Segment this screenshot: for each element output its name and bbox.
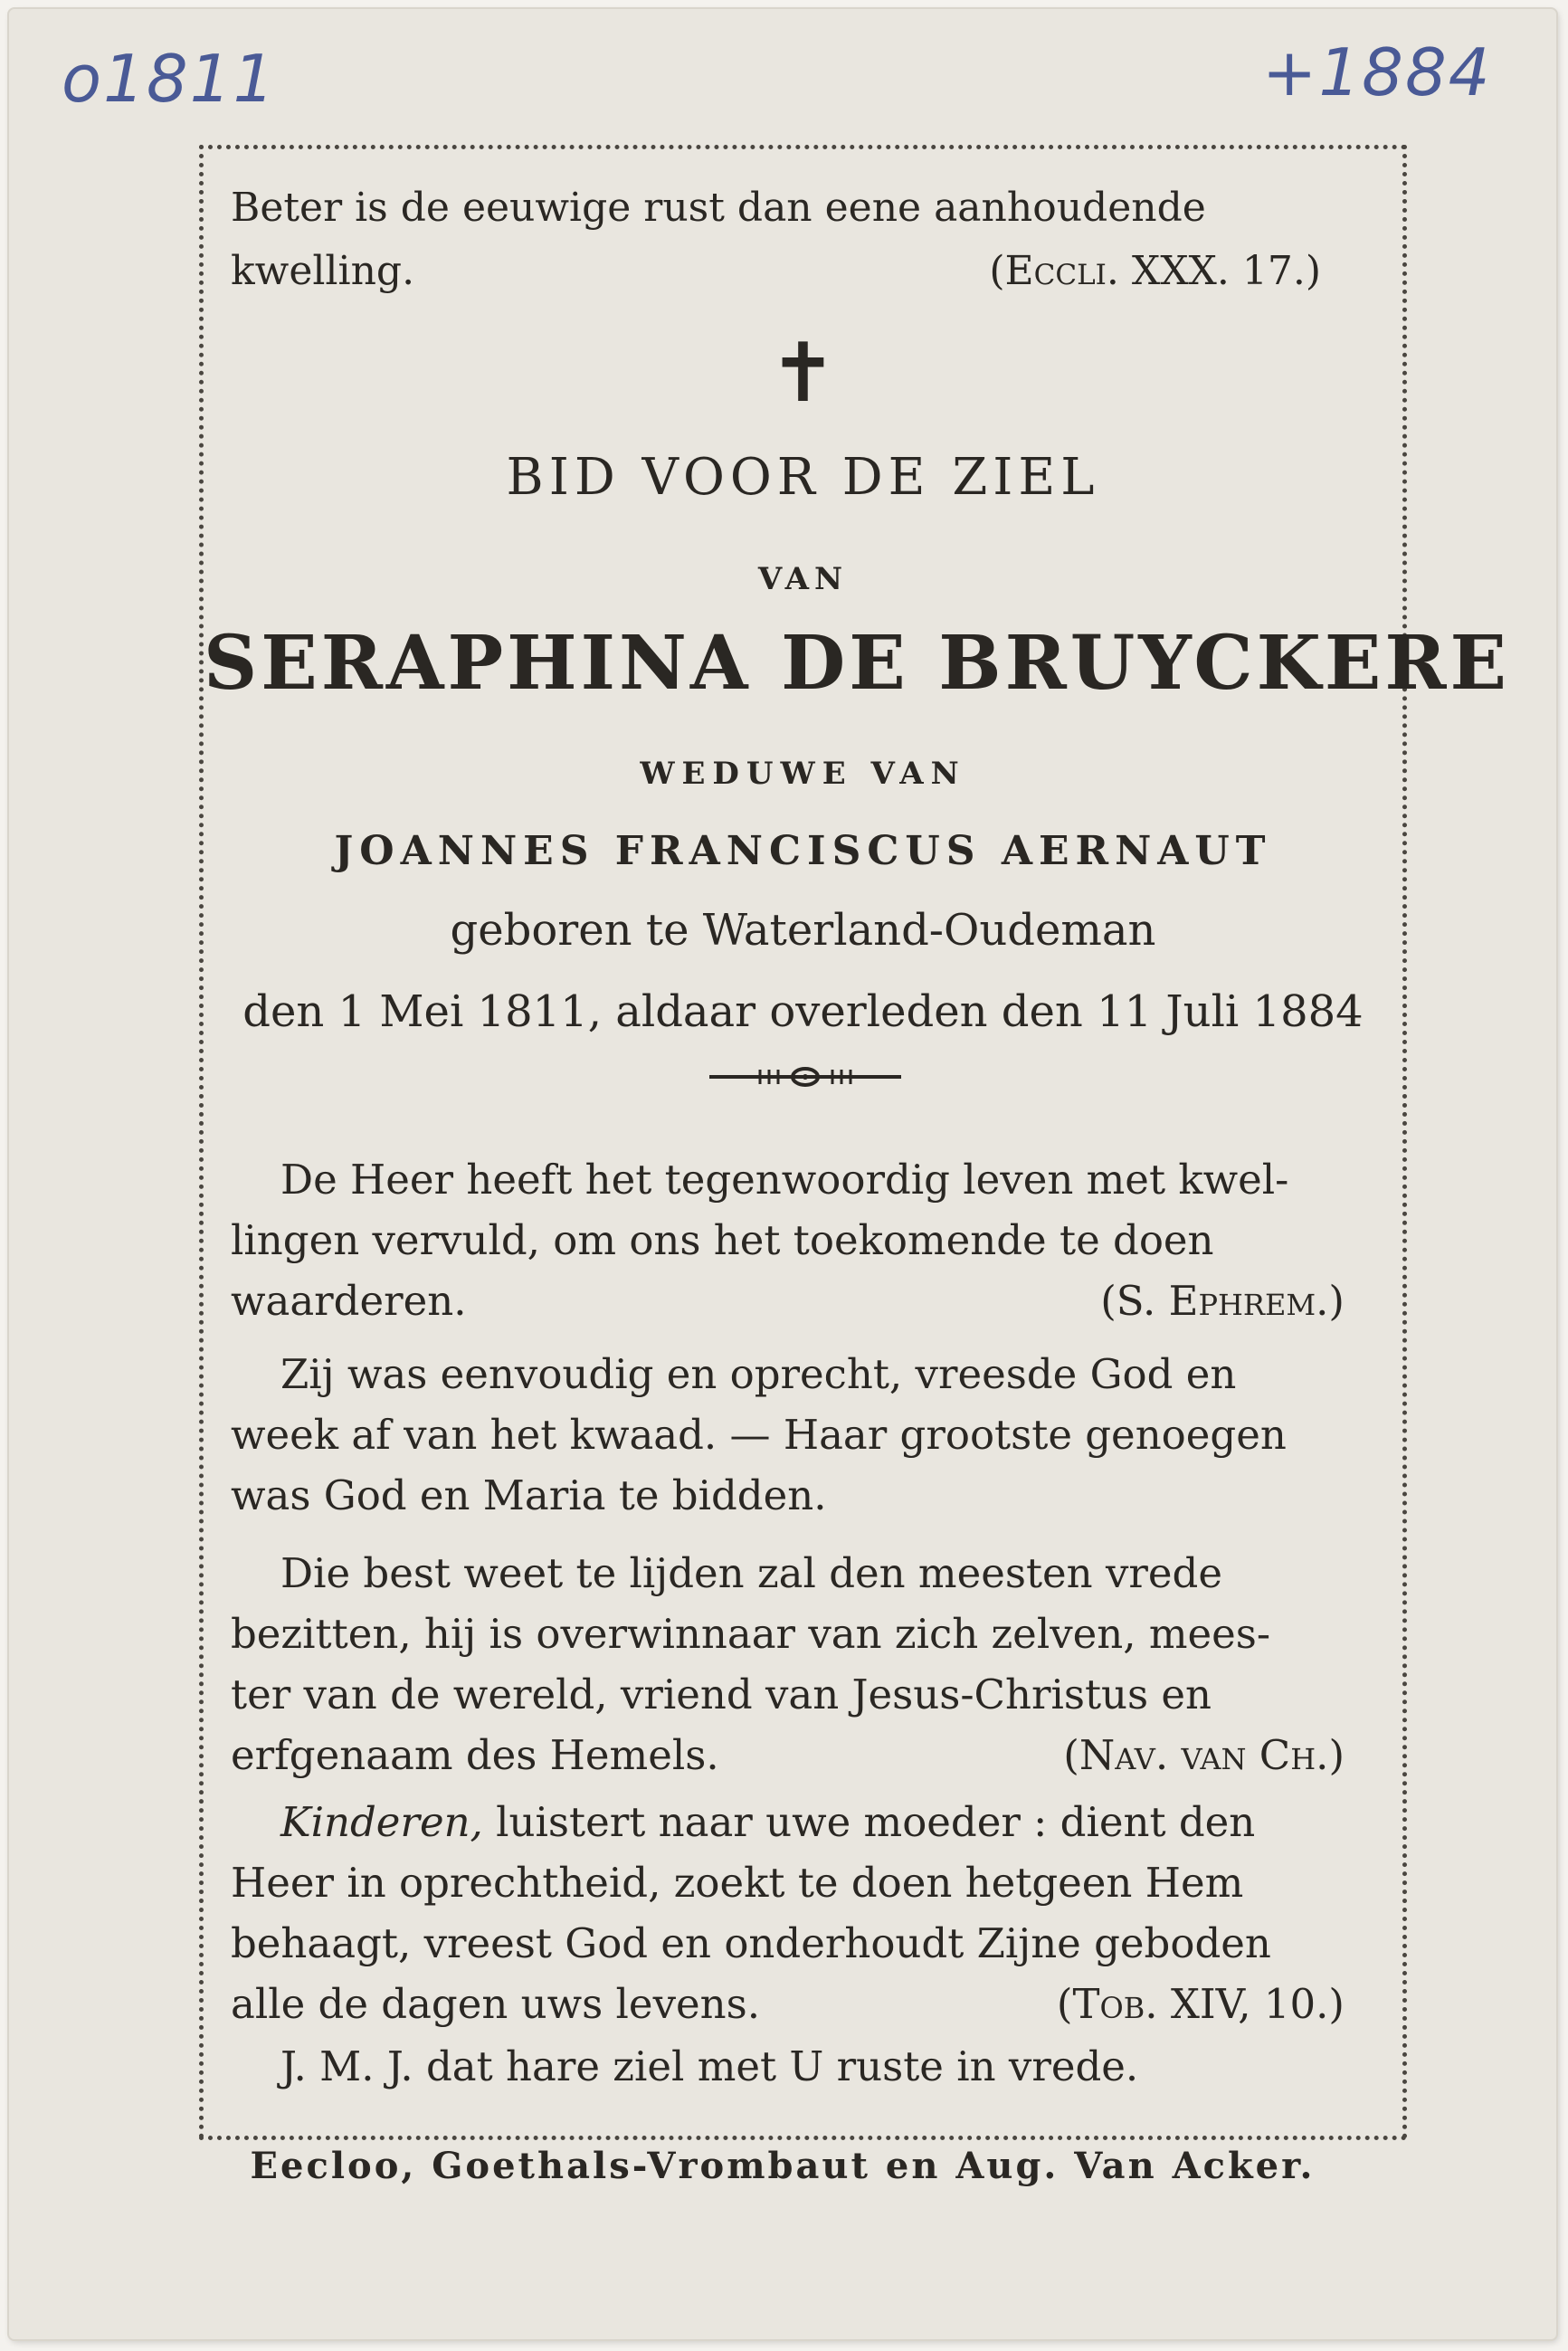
printer-imprint: Eecloo, Goethals-Vrombaut en Aug. Van Acker.	[250, 2145, 1316, 2187]
p4-line-2: Heer in oprechtheid, zoekt te doen hetgeen Hem	[231, 1859, 1244, 1907]
p4-line-3: behaagt, vreest God en onderhoudt Zijne geboden	[231, 1919, 1271, 1967]
birth-place: geboren te Waterland-Oudeman	[450, 905, 1156, 956]
p4-line-1: luistert naar uwe moeder : dient den	[482, 1798, 1256, 1846]
motto-line-1: Beter is de eeuwige rust dan eene aanhoudende	[231, 185, 1206, 231]
van-label: VAN	[757, 561, 849, 597]
husband-name: JOANNES FRANCISCUS AERNAUT	[334, 828, 1272, 874]
p3-line-3: ter van de wereld, vriend van Jesus-Christus en	[231, 1670, 1212, 1718]
life-dates: den 1 Mei 1811, aldaar overleden den 11 Juli 1884	[242, 986, 1364, 1037]
p3-line-1: Die best weet te lijden zal den meesten vrede	[280, 1549, 1222, 1597]
p2-line-2: week af van het kwaad. — Haar grootste genoegen	[231, 1411, 1287, 1459]
paragraph-virtues	[231, 1344, 1381, 1526]
p3-reference: (Nav. van Ch.)	[1063, 1731, 1345, 1779]
paragraph-suffering	[231, 1543, 1381, 1785]
p4-line-4: alle de dagen uws levens.	[231, 1980, 760, 2028]
dotted-frame	[199, 145, 1511, 2140]
deceased-name: SERAPHINA DE BRUYCKERE	[204, 620, 1511, 707]
cross-icon: ✝	[768, 326, 838, 421]
closing-prayer	[231, 2036, 1381, 2097]
handwritten-birth-year: o1811	[62, 41, 277, 117]
motto-reference: (Eccli. XXX. 17.)	[989, 248, 1321, 294]
widow-of-label: WEDUWE VAN	[640, 756, 966, 792]
memorial-card	[9, 9, 1556, 2339]
p1-line-1: De Heer heeft het tegenwoordig leven met kwel-	[280, 1156, 1289, 1204]
motto-line-2: kwelling.	[231, 248, 415, 294]
p2-line-3: was God en Maria te bidden.	[231, 1471, 827, 1519]
p3-line-4: erfgenaam des Hemels.	[231, 1731, 719, 1779]
motto	[231, 176, 1375, 303]
paragraph-children	[231, 1792, 1381, 2034]
p1-reference: (S. Ephrem.)	[1100, 1277, 1345, 1325]
ornament-divider-icon	[706, 1059, 905, 1095]
p1-line-3: waarderen.	[231, 1277, 467, 1325]
p3-line-2: bezitten, hij is overwinnaar van zich zelven, mees-	[231, 1610, 1271, 1658]
paragraph-ephrem	[231, 1149, 1381, 1331]
heading: BID VOOR DE ZIEL	[506, 448, 1100, 507]
handwritten-death-year: +1884	[1262, 34, 1492, 110]
p5-line: J. M. J. dat hare ziel met U ruste in vrede.	[280, 2042, 1139, 2090]
p2-line-1: Zij was eenvoudig en oprecht, vreesde God en	[280, 1350, 1237, 1398]
p1-line-2: lingen vervuld, om ons het toekomende te doen	[231, 1216, 1214, 1264]
p4-italic-word: Kinderen,	[280, 1798, 483, 1846]
p4-reference: (Tob. XIV, 10.)	[1056, 1980, 1345, 2028]
